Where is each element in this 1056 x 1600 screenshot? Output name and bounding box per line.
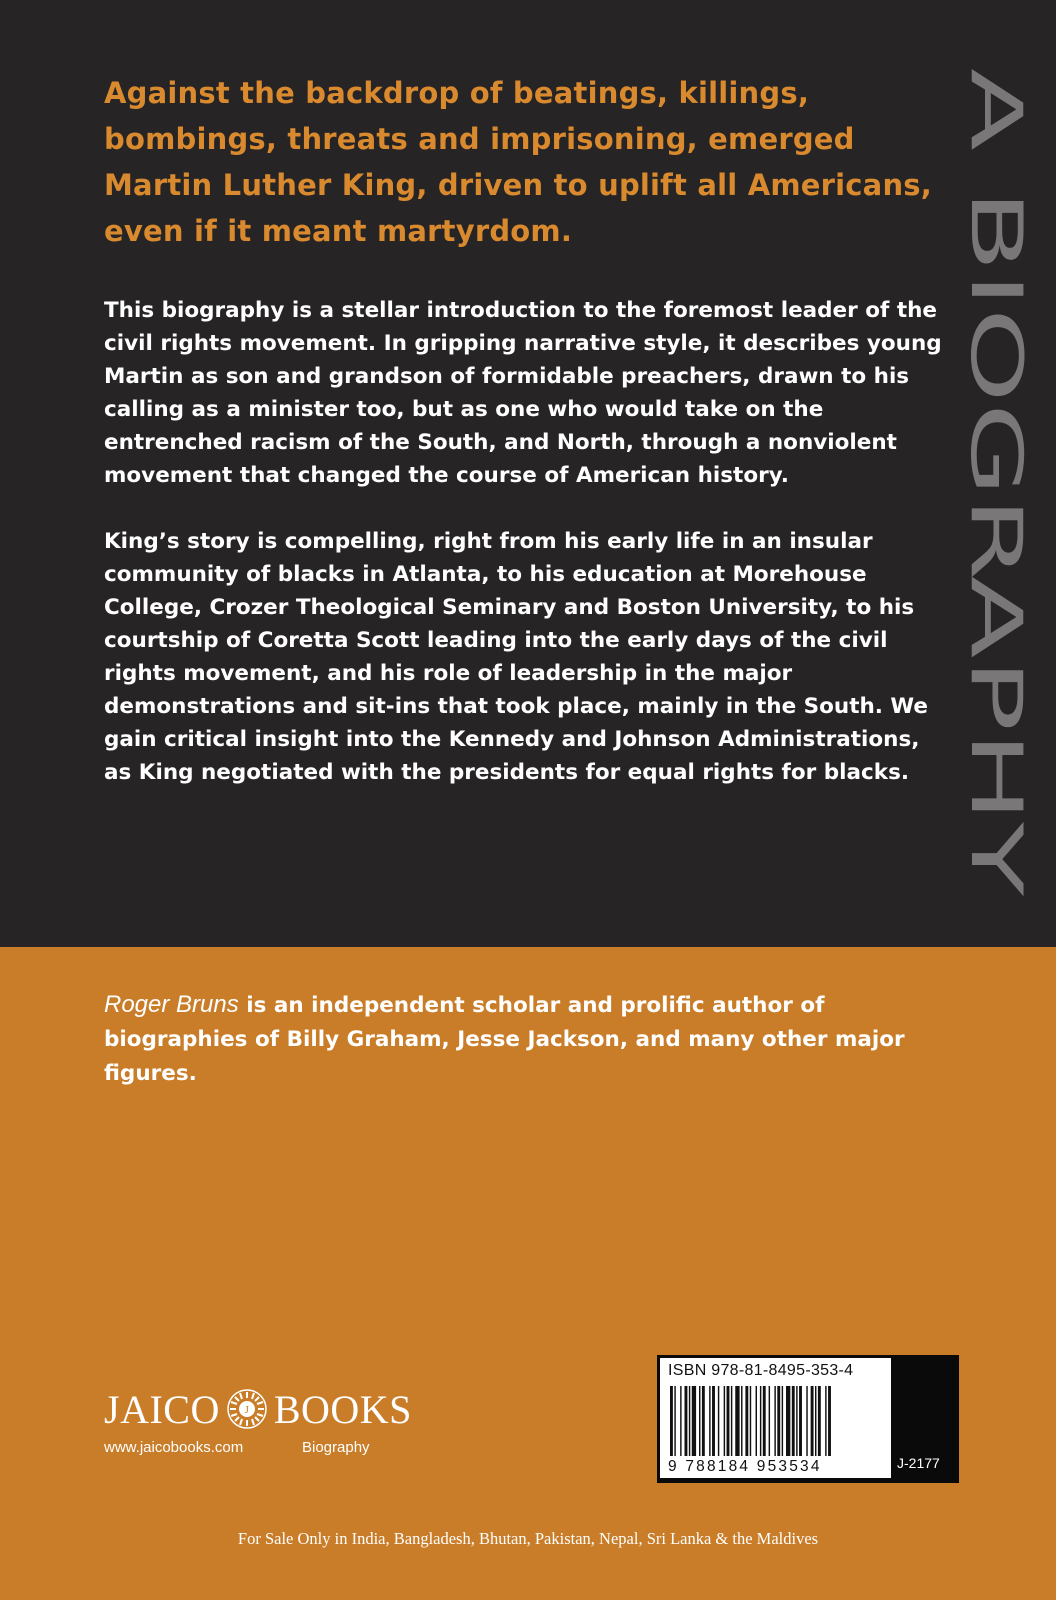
sun-logo-icon [226,1388,268,1430]
barcode-box [657,1355,959,1483]
publisher-subline [104,1439,464,1456]
author-bio [104,988,924,1091]
publisher-name [104,1385,464,1433]
product-code: J-2177 [897,1455,940,1471]
description-paragraph-2: King’s story is compelling, right from his early life in an insular community of blacks in Atlanta, to his education at Morehouse College, Crozer Theological Seminary and Boston University, to his courtship of Coretta Scott leading into the early days of the civil rights movement, and his role of leadership in the major demonstrations and sit-ins that took place, mainly in the South. We gain critical insight into the Kennedy and Johnson Administrations, as King negotiated with the presidents for equal rights for blacks. [104,529,928,785]
barcode-bars [668,1386,888,1456]
vertical-title-text: A BIOGRAPHY [955,68,1037,548]
author-name: Roger Bruns [104,991,239,1018]
publisher-url: www.jaicobooks.com [104,1439,244,1456]
description-paragraph-1: This biography is a stellar introduction to the foremost leader of the civil rights movement. In gripping narrative style, it describes young Martin as son and grandson of formidable preachers, drawn to his calling as a minister too, but as one who would take on the entrenched racism of the South, and North, through a nonviolent movement that changed the course of American history. [104,298,942,488]
barcode-label [660,1358,891,1478]
barcode-digits: 9 788184 953534 [668,1458,822,1475]
sale-territory-note: For Sale Only in India, Bangladesh, Bhutan, Pakistan, Nepal, Sri Lanka & the Maldives [237,1529,819,1548]
svg-text:J: J [244,1404,250,1416]
isbn-text: ISBN 978-81-8495-353-4 [668,1362,854,1379]
publisher-name-right: BOOKS [273,1386,412,1432]
vertical-title [950,66,1056,926]
tagline: Against the backdrop of beatings, killings, bombings, threats and imprisoning, emerged Martin Luther King, driven to uplift all Americans, even if it meant martyrdom. [104,76,932,248]
publisher-block [104,1385,464,1465]
author-bio-text: is an independent scholar and prolific author of biographies of Billy Graham, Jesse Jackson, and many other major figures. [104,993,905,1086]
publisher-name-left: JAICO [104,1386,220,1432]
category-label: Biography [302,1439,370,1456]
